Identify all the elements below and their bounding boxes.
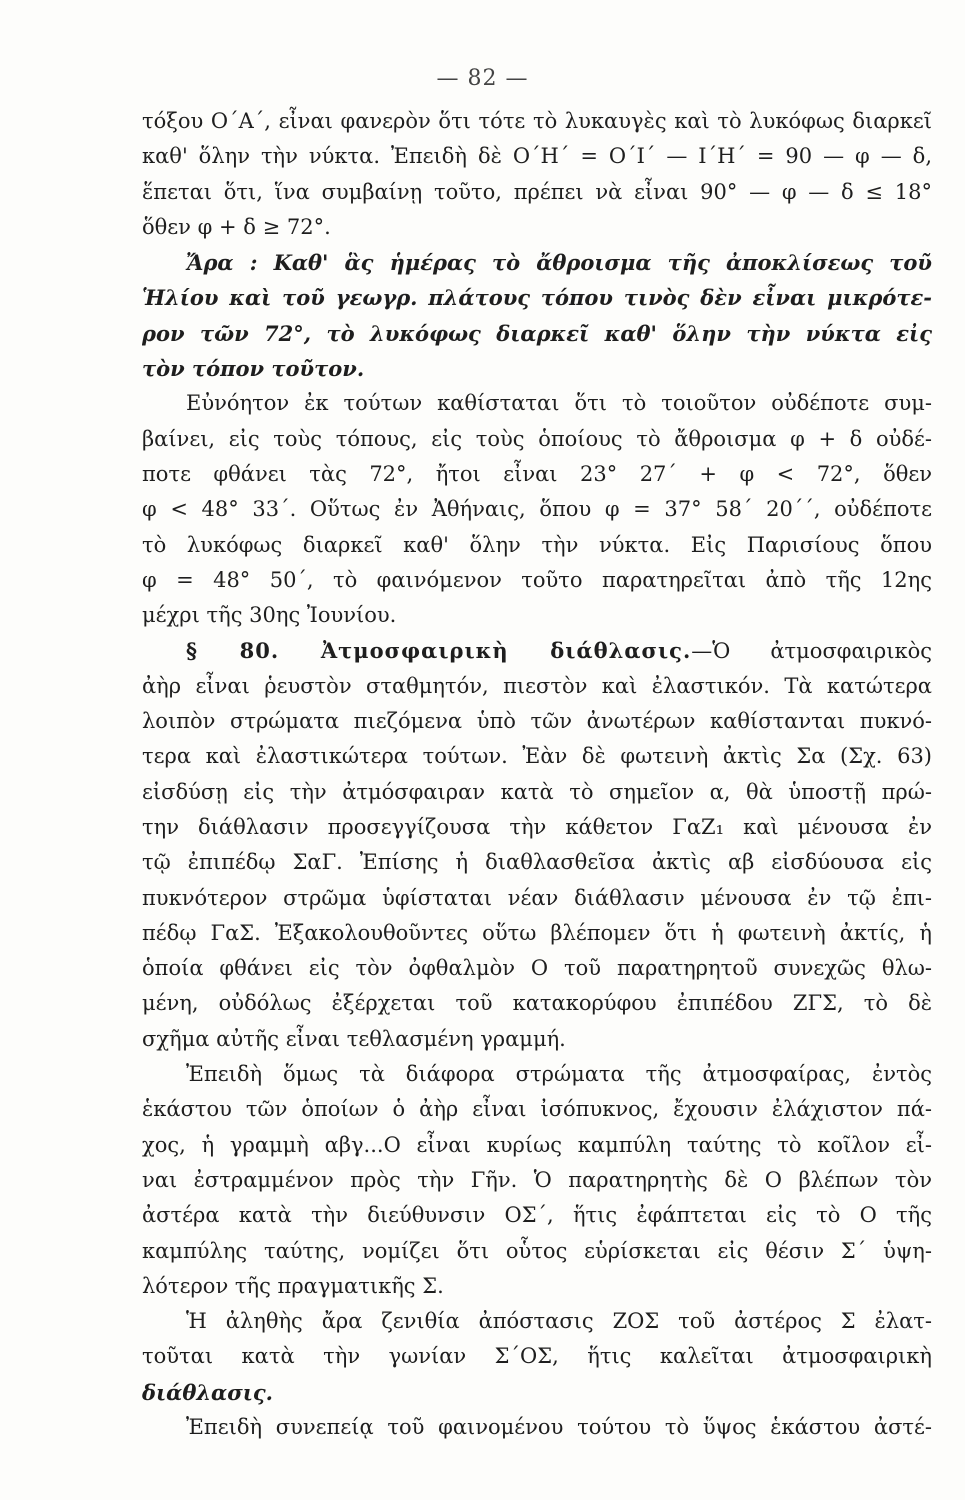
section-heading-text: —Ὁ ἀτμοσφαιρικὸς bbox=[691, 639, 932, 664]
body-text bbox=[142, 104, 932, 1445]
text-line: καθ' ὅλην τὴν νύκτα. Ἐπειδὴ δὲ Ο΄Η΄ = Ο΄Ι΄ — Ι΄Η΄ = 90 — φ — δ, bbox=[142, 144, 932, 169]
text-line: πυκνότερον στρῶμα ὑφίσταται νέαν διάθλασιν μένουσα ἐν τῷ ἐπι- bbox=[142, 885, 932, 910]
text-line: σχῆμα αὐτῆς εἶναι τεθλασμένη γραμμή. bbox=[142, 1026, 566, 1051]
text-line: βαίνει, εἰς τοὺς τόπους, εἰς τοὺς ὁποίους τὸ ἄθροισμα φ + δ οὐδέ- bbox=[142, 426, 932, 451]
page-number: — 82 — bbox=[436, 66, 529, 91]
text-line: χος, ἡ γραμμὴ αβγ...Ο εἶναι κυρίως καμπύλη ταύτης τὸ κοῖλον εἶ- bbox=[142, 1132, 932, 1157]
text-line: ποτε φθάνει τὰς 72°, ἤτοι εἶναι 23° 27΄ + φ < 72°, ὅθεν bbox=[142, 461, 932, 486]
rule-statement-line: τὸν τόπον τοῦτον. bbox=[142, 356, 365, 382]
text-line: ἑκάστου τῶν ὁποίων ὁ ἀὴρ εἶναι ἰσόπυκνος, ἔχουσιν ἐλάχιστον πά- bbox=[142, 1097, 932, 1122]
text-line: λοιπὸν στρώματα πιεζόμενα ὑπὸ τῶν ἀνωτέρων καθίστανται πυκνό- bbox=[142, 709, 932, 734]
text-line: Εὐνόητον ἐκ τούτων καθίσταται ὅτι τὸ τοιοῦτον οὐδέποτε συμ- bbox=[186, 391, 932, 416]
text-line: Ἐπειδὴ συνεπείᾳ τοῦ φαινομένου τούτου τὸ ὕψος ἑκάστου ἀστέ- bbox=[186, 1414, 932, 1439]
text-line: Ἐπειδὴ ὅμως τὰ διάφορα στρώματα τῆς ἀτμοσφαίρας, ἐντὸς bbox=[186, 1062, 932, 1087]
text-line: τῷ ἐπιπέδῳ ΣαΓ. Ἐπίσης ἡ διαθλασθεῖσα ἀκτὶς αβ εἰσδύουσα εἰς bbox=[142, 850, 932, 875]
text-line: την διάθλασιν προσεγγίζουσα τὴν κάθετον ΓαΖ₁ καὶ μένουσα ἐν bbox=[142, 814, 932, 839]
term-line: διάθλασις. bbox=[142, 1379, 273, 1405]
text-line: λότερον τῆς πραγματικῆς Σ. bbox=[142, 1273, 444, 1298]
text-line: ὅθεν φ + δ ≥ 72°. bbox=[142, 214, 331, 239]
text-line: καμπύλης ταύτης, νομίζει ὅτι οὗτος εὑρίσκεται εἰς θέσιν Σ΄ ὑψη- bbox=[142, 1238, 932, 1263]
text-line: πέδῳ ΓαΣ. Ἐξακολουθοῦντες οὕτω βλέπομεν ὅτι ἡ φωτεινὴ ἀκτίς, ἡ bbox=[142, 920, 932, 945]
text-line: ἀστέρα κατὰ τὴν διεύθυνσιν ΟΣ΄, ἥτις ἐφάπτεται εἰς τὸ Ο τῆς bbox=[142, 1203, 932, 1228]
text-line: φ = 48° 50΄, τὸ φαινόμενον τοῦτο παρατηρεῖται ἀπὸ τῆς 12ης bbox=[142, 567, 932, 592]
rule-statement-line: ρον τῶν 72°, τὸ λυκόφως διαρκεῖ καθ' ὅλην τὴν νύκτα εἰς bbox=[142, 320, 932, 346]
rule-statement-line: Ἄρα : Καθ' ἃς ἡμέρας τὸ ἄθροισμα τῆς ἀποκλίσεως τοῦ bbox=[186, 250, 932, 276]
text-line: τερα καὶ ἐλαστικώτερα τούτων. Ἐὰν δὲ φωτεινὴ ἀκτὶς Σα (Σχ. 63) bbox=[142, 744, 932, 769]
section-title: § 80. Ἀτμοσφαιρικὴ διάθλασις. bbox=[186, 638, 692, 664]
section-heading-line bbox=[142, 633, 932, 668]
text-line: ὁποία φθάνει εἰς τὸν ὀφθαλμὸν Ο τοῦ παρατηρητοῦ συνεχῶς θλω- bbox=[142, 956, 932, 981]
text-line: εἰσδύσῃ εἰς τὴν ἀτμόσφαιραν κατὰ τὸ σημεῖον α, θὰ ὑποστῇ πρώ- bbox=[142, 779, 932, 804]
text-line: φ < 48° 33΄. Οὕτως ἐν Ἀθήναις, ὅπου φ = 37° 58΄ 20΄΄, οὐδέποτε bbox=[142, 497, 932, 522]
text-line: μέχρι τῆς 30ης Ἰουνίου. bbox=[142, 603, 397, 628]
text-line: Ἡ ἀληθὴς ἄρα ζενιθία ἀπόστασις ΖΟΣ τοῦ ἀστέρος Σ ἐλατ- bbox=[186, 1309, 932, 1334]
text-line: ἕπεται ὅτι, ἵνα συμβαίνῃ τοῦτο, πρέπει νὰ εἶναι 90° — φ — δ ≤ 18° bbox=[142, 179, 932, 204]
text-line: τὸ λυκόφως διαρκεῖ καθ' ὅλην τὴν νύκτα. Εἰς Παρισίους ὅπου bbox=[142, 532, 932, 557]
text-line: τοῦται κατὰ τὴν γωνίαν Σ΄ΟΣ, ἥτις καλεῖται ἀτμοσφαιρικὴ bbox=[142, 1344, 932, 1369]
text-line: ἀὴρ εἶναι ῥευστὸν σταθμητόν, πιεστὸν καὶ ἐλαστικόν. Τὰ κατώτερα bbox=[142, 673, 932, 698]
text-line: μένη, οὐδόλως ἐξέρχεται τοῦ κατακορύφου ἐπιπέδου ΖΓΣ, τὸ δὲ bbox=[142, 991, 932, 1016]
text-line: τόξου Ο΄Α΄, εἶναι φανερὸν ὅτι τότε τὸ λυκαυγὲς καὶ τὸ λυκόφως διαρκεῖ bbox=[142, 109, 932, 133]
text-line: ναι ἐστραμμένον πρὸς τὴν Γῆν. Ὁ παρατηρητὴς δὲ Ο βλέπων τὸν bbox=[142, 1167, 932, 1192]
rule-statement-line: Ἡλίου καὶ τοῦ γεωγρ. πλάτους τόπου τινὸς δὲν εἶναι μικρότε- bbox=[142, 285, 932, 311]
